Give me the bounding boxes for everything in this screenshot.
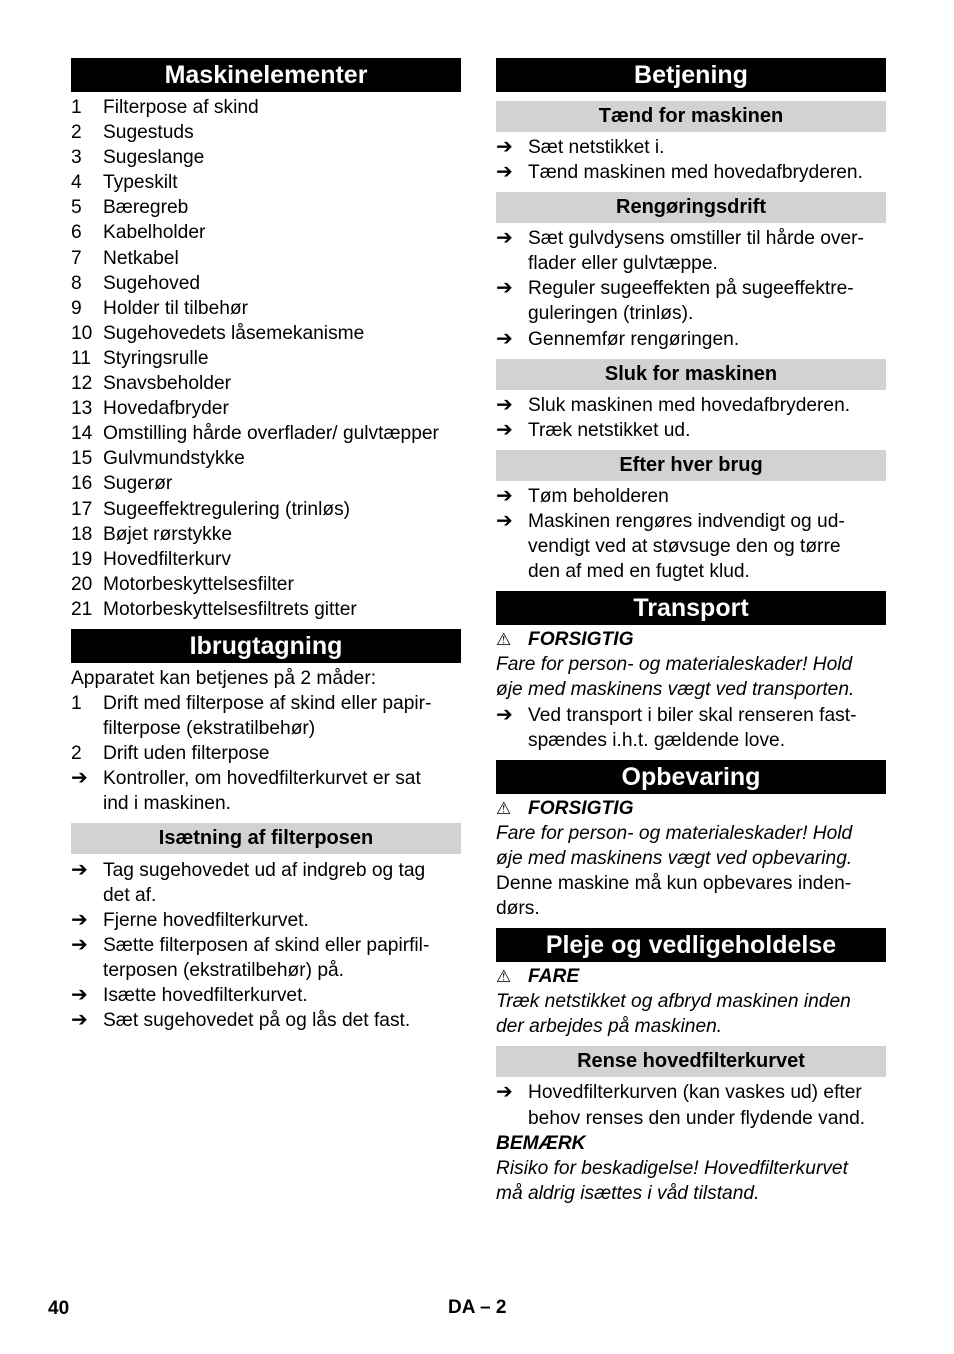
text-line: Fare for person- og materialeskader! Hold [496,654,853,676]
text-line: Tænd maskinen med hovedafbryderen. [528,162,863,184]
item-text [103,1008,461,1033]
text-line: dørs. [496,898,540,920]
item-text: Typeskilt [103,172,178,194]
warning-label: FARE [528,966,580,988]
item-text [103,858,461,908]
item-number: 1 [71,97,82,118]
arrow-right-icon: ➔ [496,327,513,350]
text-line: Træk netstikket ud. [528,419,691,441]
rengoring-steps [496,226,886,351]
arrow-column [496,276,528,326]
item-number: 18 [71,523,93,545]
item-number: 10 [71,322,93,344]
list-item [71,421,461,446]
arrow-right-icon: ➔ [496,227,513,250]
item-text [528,276,886,326]
taend-steps [496,135,886,185]
heading-sluk: Sluk for maskinen [496,359,886,390]
item-number: 13 [71,398,93,420]
list-item [71,296,461,321]
text-line: vendigt ved at støvsuge den og tørre [528,536,841,558]
arrow-column [496,135,528,160]
arrow-right-icon: ➔ [496,161,513,184]
item-text [528,327,886,352]
item-number: 19 [71,548,93,570]
left-column [71,58,461,1033]
arrow-column [71,933,103,983]
text-line: Sæt gulvdysens omstiller til hårde over- [528,228,864,250]
list-item [71,741,461,766]
heading-ibrugtagning: Ibrugtagning [71,629,461,663]
heading-taend: Tænd for maskinen [496,101,886,132]
arrow-column [71,908,103,933]
arrow-right-icon: ➔ [496,277,513,300]
arrow-column [496,509,528,584]
arrow-right-icon: ➔ [496,484,513,507]
warning-icon: ⚠ [496,798,512,818]
item-number: 1 [71,693,82,715]
text-line: der arbejdes på maskinen. [496,1016,723,1038]
list-item [71,933,461,983]
item-text [528,509,886,584]
warning-icon: ⚠ [496,967,512,987]
text-line: terposen (ekstratilbehør) på. [103,959,345,981]
arrow-right-icon: ➔ [496,703,513,726]
arrow-right-icon: ➔ [71,933,88,956]
list-item [71,396,461,421]
list-item [71,446,461,471]
list-item [496,327,886,352]
page-number: 40 [48,1298,70,1319]
item-text [103,933,461,983]
item-text: Hovedafbryder [103,398,229,420]
item-number: 17 [71,498,93,520]
text-line: Sæt sugehovedet på og lås det fast. [103,1010,411,1032]
item-number: 16 [71,473,93,495]
arrow-right-icon: ➔ [496,136,513,158]
item-text: Filterpose af skind [103,97,259,118]
item-text [528,418,886,443]
item-text [528,226,886,276]
item-number: 11 [71,347,91,369]
text-line: Fare for person- og materialeskader! Hold [496,822,853,844]
text-line: Kontroller, om hovedfilterkurvet er sat [103,768,421,790]
text-line: guleringen (trinløs). [528,303,694,325]
list-item [496,509,886,584]
text-line: Fjerne hovedfilterkurvet. [103,909,309,931]
arrow-right-icon: ➔ [71,1009,88,1032]
arrow-column [496,393,528,418]
item-text [528,484,886,509]
arrow-column [71,858,103,908]
transport-steps [496,703,886,753]
list-item [71,858,461,908]
text-line: Sæt netstikket i. [528,137,665,158]
arrow-right-icon: ➔ [71,984,88,1006]
warning-label: FORSIGTIG [528,797,634,819]
list-item [71,170,461,195]
text-line: Ved transport i biler skal renseren fast- [528,704,857,726]
opbevaring-warning [496,796,886,821]
list-item [71,471,461,496]
list-item [71,271,461,296]
list-item [71,547,461,572]
item-number: 2 [71,743,82,765]
arrow-right-icon: ➔ [496,1081,513,1104]
item-text: Sugerør [103,473,173,495]
item-text: Hovedfilterkurv [103,548,231,570]
text-line: filterpose (ekstratilbehør) [103,718,316,740]
item-text: Gulvmundstykke [103,448,245,470]
arrow-right-icon: ➔ [496,509,513,532]
arrow-column [496,327,528,352]
text-line: Hovedfilterkurven (kan vaskes ud) efter [528,1082,862,1104]
item-number: 5 [71,197,82,219]
item-text: Sugehovedets låsemekanisme [103,322,365,344]
text-line: spændes i.h.t. gældende love. [528,729,786,751]
isaetning-steps [71,858,461,1034]
item-text: Styringsrulle [103,347,209,369]
heading-transport: Transport [496,591,886,625]
item-number: 8 [71,272,82,294]
heading-efter: Efter hver brug [496,450,886,481]
item-number: 2 [71,122,82,144]
item-text [528,703,886,753]
text-line: Tøm beholderen [528,485,669,507]
item-text [103,983,461,1008]
list-item [496,393,886,418]
text-line: behov renses den under flydende vand. [528,1107,866,1129]
list-item [71,1008,461,1033]
list-item [71,597,461,622]
arrow-column [71,1008,103,1033]
ibrugtagning-intro: Apparatet kan betjenes på 2 måder: [71,667,377,689]
list-item [71,346,461,371]
item-text: Kabelholder [103,222,206,244]
list-item [71,497,461,522]
list-item [496,135,886,160]
arrow-right-icon: ➔ [496,418,513,441]
opbevaring-warning-text [496,821,886,871]
list-item [71,766,461,816]
transport-warning [496,627,886,652]
item-text: Bøjet rørstykke [103,523,232,545]
list-item [496,226,886,276]
item-text [528,393,886,418]
right-column [496,58,886,1206]
rense-steps [496,1080,886,1130]
arrow-column [496,484,528,509]
heading-isaetning: Isætning af filterposen [71,823,461,854]
list-item [71,522,461,547]
item-number: 14 [71,423,93,445]
list-item [71,691,461,741]
efter-steps [496,484,886,584]
transport-warning-text [496,652,886,702]
item-text: Sugeeffektregulering (trinløs) [103,498,351,520]
list-item [71,908,461,933]
warning-label: FORSIGTIG [528,629,634,651]
text-line: Træk netstikket og afbryd maskinen inden [496,991,851,1013]
list-item [496,1080,886,1130]
text-line: det af. [103,884,157,906]
list-item [71,246,461,271]
pleje-warning [496,964,886,989]
item-text [528,1080,886,1130]
text-line: Drift med filterpose af skind eller papir- [103,693,432,715]
item-text: Motorbeskyttelsesfilter [103,573,294,595]
text-line: Sætte filterposen af skind eller papirfil- [103,934,430,956]
text-line: Reguler sugeeffekten på sugeeffektre- [528,278,854,300]
arrow-column [71,983,103,1008]
item-text: Netkabel [103,247,179,269]
list-item [496,703,886,753]
warning-icon: ⚠ [496,630,512,650]
item-number: 4 [71,172,82,194]
item-text: Motorbeskyttelsesfiltrets gitter [103,598,357,620]
item-text: Snavsbeholder [103,373,232,395]
note-label: BEMÆRK [496,1132,586,1154]
text-line: flader eller gulvtæppe. [528,253,718,275]
heading-rengoring: Rengøringsdrift [496,192,886,223]
list-item [71,371,461,396]
list-item [496,160,886,185]
arrow-column [496,226,528,276]
item-number: 15 [71,448,93,470]
text-line: Denne maskine må kun opbevares inden- [496,872,852,894]
arrow-right-icon: ➔ [496,393,513,416]
arrow-column [496,1080,528,1130]
item-number: 9 [71,297,82,319]
text-line: Drift uden filterpose [103,743,270,765]
text-line: må aldrig isættes i våd tilstand. [496,1182,760,1204]
arrow-right-icon: ➔ [71,767,88,790]
text-line: ind i maskinen. [103,793,231,815]
item-text [103,691,461,741]
item-text [103,741,461,766]
item-text [103,908,461,933]
item-text: Omstilling hårde overflader/ gulvtæpper [103,423,439,445]
item-text [528,135,886,160]
item-number: 12 [71,373,93,395]
item-number: 7 [71,247,82,269]
parts-list [71,95,461,622]
opbevaring-text [496,871,886,921]
operation-modes-list [71,691,461,766]
note-text [496,1156,886,1206]
page-code: DA – 2 [448,1297,507,1318]
text-line: øje med maskinens vægt ved transporten. [496,679,855,701]
text-line: Isætte hovedfilterkurvet. [103,985,308,1006]
arrow-column [71,766,103,816]
text-line: Tag sugehovedet ud af indgreb og tag [103,859,426,881]
heading-opbevaring: Opbevaring [496,760,886,794]
list-item [496,276,886,326]
item-text: Bæregreb [103,197,189,219]
item-text: Holder til tilbehør [103,297,249,319]
text-line: Risiko for beskadigelse! Hovedfilterkurvet [496,1157,848,1179]
list-item [71,983,461,1008]
heading-pleje: Pleje og vedligeholdelse [496,928,886,962]
heading-maskinelementer: Maskinelementer [71,58,461,92]
item-number: 3 [71,147,82,169]
item-text [103,766,461,816]
heading-betjening: Betjening [496,58,886,92]
sluk-steps [496,393,886,443]
list-item [71,220,461,245]
text-line: den af med en fugtet klud. [528,561,750,583]
text-line: øje med maskinens vægt ved opbevaring. [496,847,853,869]
ibrugtagning-steps [71,766,461,816]
item-number: 21 [71,598,93,620]
arrow-column [496,160,528,185]
arrow-column [496,703,528,753]
list-item [71,572,461,597]
item-number: 6 [71,222,82,244]
text-line: Sluk maskinen med hovedafbryderen. [528,394,851,416]
item-text: Sugeslange [103,147,205,169]
list-item [496,418,886,443]
list-item [496,484,886,509]
text-line: Maskinen rengøres indvendigt og ud- [528,510,845,532]
item-text: Sugestuds [103,122,194,144]
text-line: Gennemfør rengøringen. [528,328,740,350]
arrow-right-icon: ➔ [71,908,88,931]
arrow-column [496,418,528,443]
list-item [71,95,461,120]
list-item [71,120,461,145]
heading-rense: Rense hovedfilterkurvet [496,1046,886,1077]
list-item [71,145,461,170]
arrow-right-icon: ➔ [71,858,88,881]
list-item [71,321,461,346]
item-text: Sugehoved [103,272,201,294]
pleje-warning-text [496,989,886,1039]
item-text [528,160,886,185]
item-number: 20 [71,573,93,595]
list-item [71,195,461,220]
